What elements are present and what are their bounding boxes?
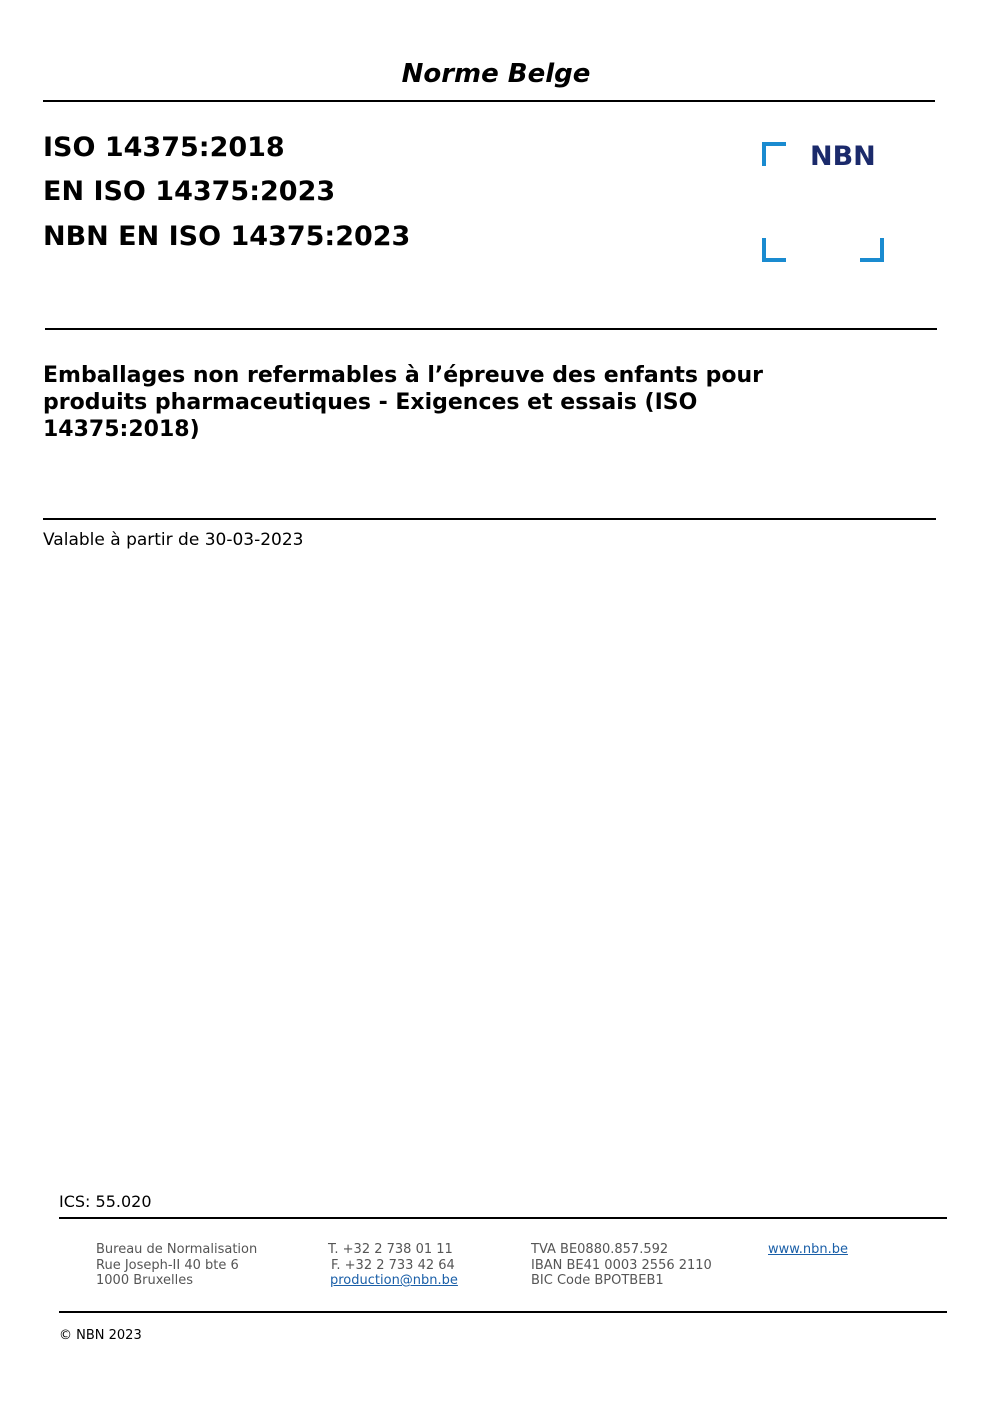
header-divider [43,100,935,102]
footer-address [96,1242,257,1289]
footer-divider-bottom [59,1311,947,1313]
title-divider-top [45,328,937,330]
standard-code-nbn: NBN EN ISO 14375:2023 [43,221,411,252]
website-link[interactable]: www.nbn.be [768,1242,848,1257]
address-line: Bureau de Normalisation [96,1242,258,1257]
validity-date: Valable à partir de 30-03-2023 [43,530,304,550]
phone-number: T. +32 2 738 01 11 [328,1242,453,1257]
title-divider-bottom [43,518,936,520]
fax-number: F. +32 2 733 42 64 [331,1257,455,1273]
standard-code-en: EN ISO 14375:2023 [43,176,336,207]
ics-code: ICS: 55.020 [59,1192,152,1211]
footer-divider-top [59,1217,947,1219]
address-line: 1000 Bruxelles [96,1273,194,1288]
footer-banking [531,1242,712,1289]
document-title: Emballages non refermables à l’épreuve des enfants pour produits pharmaceutiques - Exigences et essais (ISO 14375:2018) [43,363,763,442]
nbn-logo [762,142,884,263]
address-line: Rue Joseph-II 40 bte 6 [96,1257,239,1273]
tva-number: TVA BE0880.857.592 [531,1242,669,1257]
copyright: © NBN 2023 [59,1328,142,1343]
bic-code: BIC Code BPOTBEB1 [531,1273,664,1288]
email-link[interactable]: production@nbn.be [330,1273,458,1288]
page-header-title: Norme Belge [401,59,591,89]
footer-contact [328,1242,458,1289]
standard-code-iso: ISO 14375:2018 [43,132,285,163]
footer-web [768,1242,848,1258]
logo-text: NBN [810,142,876,172]
iban-number: IBAN BE41 0003 2556 2110 [531,1257,712,1273]
